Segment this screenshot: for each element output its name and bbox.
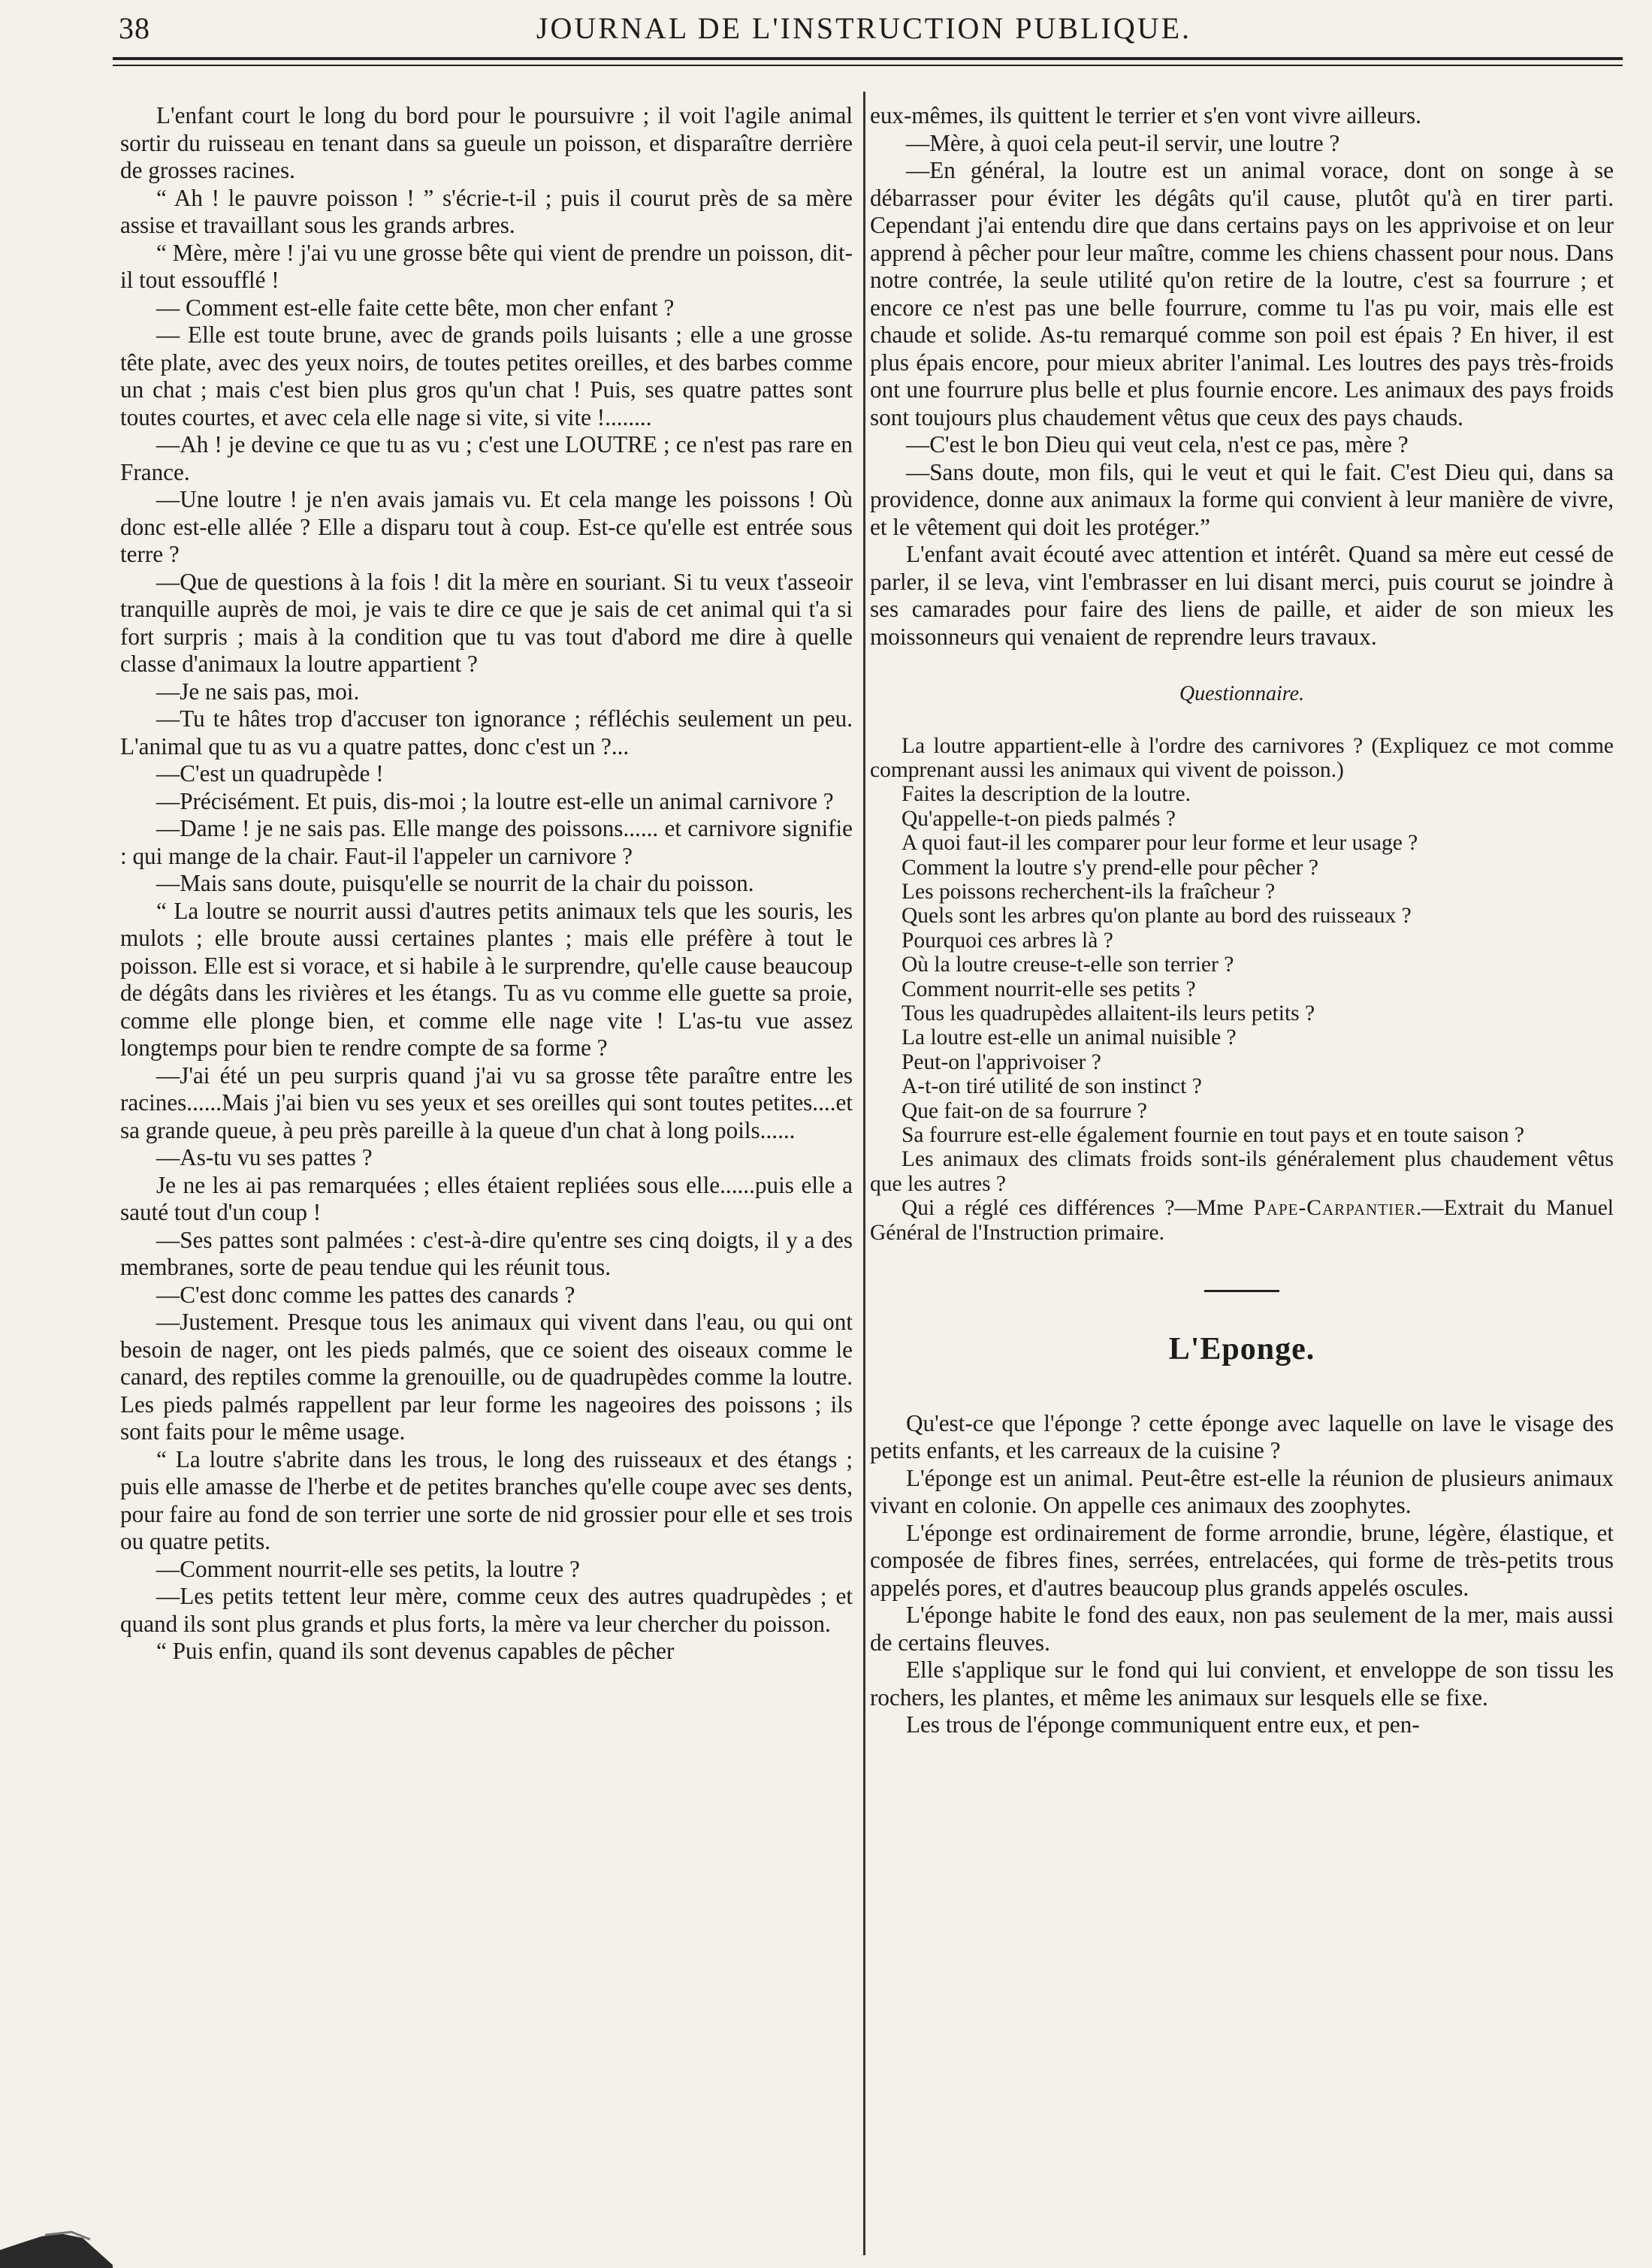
question: Comment la loutre s'y prend-elle pour pêcher ? — [902, 855, 1318, 880]
paragraph: —Une loutre ! je n'en avais jamais vu. Et cela mange les poissons ! Où donc est-elle allée ? Elle a disparu tout à coup. Est-ce qu'elle est entrée sous terre ? — [120, 486, 853, 567]
paragraph: Elle s'applique sur le fond qui lui convient, et enveloppe de son tissu les rochers, les plantes, et même les animaux sur lesquels elle se fixe. — [870, 1656, 1614, 1711]
paragraph: — Elle est toute brune, avec de grands poils luisants ; elle a une grosse tête plate, avec des yeux noirs, de toutes petites oreilles, et des barbes comme un chat ; mais c'est bien plus gros qu'un chat ! Puis, ses quatre pattes sont toutes courtes, et avec cela elle nage si vite, si vite !........ — [120, 322, 853, 430]
header-rule — [113, 57, 1623, 60]
questionnaire-credit — [870, 1196, 1614, 1245]
questionnaire-title: Questionnaire. — [1179, 682, 1305, 705]
paragraph: “ Puis enfin, quand ils sont devenus capables de pêcher — [156, 1638, 675, 1664]
questionnaire-list — [870, 734, 1614, 1246]
question: Peut-on l'apprivoiser ? — [902, 1049, 1101, 1074]
question: La loutre est-elle un animal nuisible ? — [902, 1025, 1237, 1050]
paragraph: —En général, la loutre est un animal vorace, dont on songe à se débarrasser pour éviter les dégâts qu'il cause, plutôt qu'à en tirer parti. Cependant j'ai entendu dire que dans certains pays on les apprivoise et on leur apprend à pêcher pour leur maître, comme les chiens chassent pour nous. Dans notre contrée, la seule utilité qu'on retire de la loutre, c'est sa fourrure ; et encore ce n'est pas une belle fourrure, comme tu l'as pu voir, mais elle est chaude et solide. As-tu remarqué comme son poil est épais ? En hiver, il est plus épais encore, pour mieux abriter l'animal. Les loutres des pays très-froids ont une fourrure plus belle et plus fournie encore. Les animaux des pays froids sont toujours plus chaudement vêtus que ceux des pays chauds. — [870, 157, 1614, 430]
question: Que fait-on de sa fourrure ? — [902, 1098, 1147, 1123]
credit-tail: .—Extrait du Manuel Général de l'Instruction primaire. — [870, 1196, 1614, 1245]
torn-paper-edge — [0, 2220, 113, 2268]
paragraph: eux-mêmes, ils quittent le terrier et s'en vont vivre ailleurs. — [870, 102, 1421, 128]
paragraph: L'éponge est un animal. Peut-être est-elle la réunion de plusieurs animaux vivant en colonie. On appelle ces animaux des zoophytes. — [870, 1464, 1614, 1519]
left-column — [120, 102, 853, 1666]
page-number: 38 — [119, 11, 150, 45]
question: A quoi faut-il les comparer pour leur forme et leur usage ? — [902, 831, 1418, 856]
credit-author: Pape-Carpantier — [1253, 1196, 1416, 1221]
paragraph: “ Ah ! le pauvre poisson ! ” s'écrie-t-il ; puis il courut près de sa mère assise et travaillant sous les grands arbres. — [120, 184, 853, 238]
paragraph: — Comment est-elle faite cette bête, mon cher enfant ? — [156, 294, 675, 321]
paragraph: L'éponge est ordinairement de forme arrondie, brune, légère, élastique, et composée de fibres fines, serrées, entrelacées, qui forme de très-petits trous appelés pores, et d'autres beaucoup plus grands appelés oscules. — [870, 1519, 1614, 1601]
paragraph: L'éponge habite le fond des eaux, non pas seulement de la mer, mais aussi de certains fleuves. — [870, 1602, 1614, 1656]
question: Tous les quadrupèdes allaitent-ils leurs petits ? — [902, 1001, 1315, 1025]
question: Comment nourrit-elle ses petits ? — [902, 977, 1196, 1001]
question: Qu'appelle-t-on pieds palmés ? — [902, 806, 1176, 831]
paragraph: L'enfant avait écouté avec attention et intérêt. Quand sa mère eut cessé de parler, il se leva, vint l'embrasser en lui disant merci, puis courut se joindre à ses camarades pour faire des liens de paille, et aider de son mieux les moissonneurs qui venaient de reprendre leurs travaux. — [870, 541, 1614, 650]
paragraph: —Comment nourrit-elle ses petits, la loutre ? — [156, 1555, 580, 1582]
section-separator — [1204, 1290, 1279, 1292]
question: A-t-on tiré utilité de son instinct ? — [902, 1074, 1202, 1099]
paragraph: —Les petits tettent leur mère, comme ceux des autres quadrupèdes ; et quand ils sont plus grands et plus forts, la mère va leur chercher du poisson. — [120, 1583, 853, 1637]
paragraph: —Justement. Presque tous les animaux qui vivent dans l'eau, ou qui ont besoin de nager, ont les pieds palmés, que ce soient des oiseaux comme le canard, des reptiles comme la grenouille, ou de quadrupèdes comme la loutre. Les pieds palmés rappellent par leur forme les nageoires des poissons ; ils sont faits pour le même usage. — [120, 1309, 853, 1445]
paragraph: —Précisément. Et puis, dis-moi ; la loutre est-elle un animal carnivore ? — [156, 787, 834, 814]
paragraph: —Tu te hâtes trop d'accuser ton ignorance ; réfléchis seulement un peu. L'animal que tu as vu a quatre pattes, donc c'est un ?... — [120, 705, 853, 760]
page-header — [0, 0, 1652, 75]
right-column — [870, 102, 1614, 1739]
running-title: JOURNAL DE L'INSTRUCTION PUBLIQUE. — [536, 11, 1192, 45]
question: Où la loutre creuse-t-elle son terrier ? — [902, 953, 1234, 977]
paragraph: Je ne les ai pas remarquées ; elles étaient repliées sous elle......puis elle a sauté tout d'un coup ! — [120, 1171, 853, 1225]
paragraph: —Ses pattes sont palmées : c'est-à-dire qu'entre ses cinq doigts, il y a des membranes, sorte de peau tendue qui les réunit tous. — [120, 1226, 853, 1280]
paragraph: —Je ne sais pas, moi. — [156, 678, 360, 705]
paragraph: —Mère, à quoi cela peut-il servir, une loutre ? — [906, 129, 1340, 156]
paragraph: —As-tu vu ses pattes ? — [156, 1144, 373, 1170]
paragraph: “ La loutre se nourrit aussi d'autres petits animaux tels que les souris, les mulots ; elle broute aussi certaines plantes ; mais elle préfère à tout le poisson. Elle est si vorace, et si habile à le surprendre, qu'elle cause beaucoup de dégâts dans les rivières et les étangs. Tu as vu comme elle guette sa proie, comme elle plonge bien, et comme elle nage vite ! L'as-tu vue assez longtemps pour bien te rendre compte de sa forme ? — [120, 897, 853, 1061]
paragraph: —C'est donc comme les pattes des canards ? — [156, 1281, 575, 1308]
column-divider — [863, 92, 865, 2255]
question: La loutre appartient-elle à l'ordre des carnivores ? (Expliquez ce mot comme comprenant aussi les animaux qui vivent de poisson.) — [870, 733, 1614, 782]
header-rule-thin — [113, 65, 1623, 66]
paragraph: —Que de questions à la fois ! dit la mère en souriant. Si tu veux t'asseoir tranquille auprès de moi, je vais te dire ce que je sais de cet animal qui t'a si fort surpris ; mais à la condition que tu vas tout d'abord me dire à quelle classe d'animaux la loutre appartient ? — [120, 568, 853, 677]
credit-lead: Qui a réglé ces différences ?—Mme — [902, 1196, 1254, 1221]
section-title: L'Eponge. — [1168, 1332, 1315, 1367]
paragraph: Les trous de l'éponge communiquent entre eux, et pen- — [906, 1711, 1420, 1738]
question: Les animaux des climats froids sont-ils généralement plus chaudement vêtus que les autres ? — [870, 1147, 1614, 1196]
paragraph: —J'ai été un peu surpris quand j'ai vu sa grosse tête paraître entre les racines......Mais j'ai bien vu ses yeux et ses oreilles qui sont toutes petites....et sa grande queue, à peu près pareille à la queue d'un chat à long poils...... — [120, 1062, 853, 1143]
paragraph: —Sans doute, mon fils, qui le veut et qui le fait. C'est Dieu qui, dans sa providence, donne aux animaux la forme qui convient à leur manière de vivre, et le vêtement qui doit les protéger.” — [870, 458, 1614, 540]
question: Quels sont les arbres qu'on plante au bord des ruisseaux ? — [902, 904, 1412, 929]
paragraph: —Dame ! je ne sais pas. Elle mange des poissons...... et carnivore signifie : qui mange de la chair. Faut-il l'appeler un carnivore ? — [120, 815, 853, 869]
question: Sa fourrure est-elle également fournie en tout pays et en toute saison ? — [902, 1123, 1524, 1147]
question: Les poissons recherchent-ils la fraîcheur ? — [902, 879, 1276, 904]
paragraph: Qu'est-ce que l'éponge ? cette éponge avec laquelle on lave le visage des petits enfants, et les carreaux de la cuisine ? — [870, 1409, 1614, 1464]
paragraph: —Mais sans doute, puisqu'elle se nourrit de la chair du poisson. — [156, 870, 754, 896]
paragraph: “ La loutre s'abrite dans les trous, le long des ruisseaux et des étangs ; puis elle amasse de l'herbe et de petites branches qu'elle coupe avec ses dents, pour faire au fond de son terrier une sorte de nid grossier pour elle et ses trois ou quatre petits. — [120, 1445, 853, 1554]
paragraph: —C'est le bon Dieu qui veut cela, n'est ce pas, mère ? — [906, 431, 1409, 458]
paragraph: —C'est un quadrupède ! — [156, 760, 384, 787]
question: Faites la description de la loutre. — [902, 782, 1191, 807]
paragraph: —Ah ! je devine ce que tu as vu ; c'est une LOUTRE ; ce n'est pas rare en France. — [120, 431, 853, 485]
paragraph: L'enfant court le long du bord pour le poursuivre ; il voit l'agile animal sortir du ruisseau en tenant dans sa gueule un poisson, et disparaître derrière de grosses racines. — [120, 102, 853, 183]
question: Pourquoi ces arbres là ? — [902, 928, 1113, 953]
paragraph: “ Mère, mère ! j'ai vu une grosse bête qui vient de prendre un poisson, dit-il tout essoufflé ! — [120, 239, 853, 293]
